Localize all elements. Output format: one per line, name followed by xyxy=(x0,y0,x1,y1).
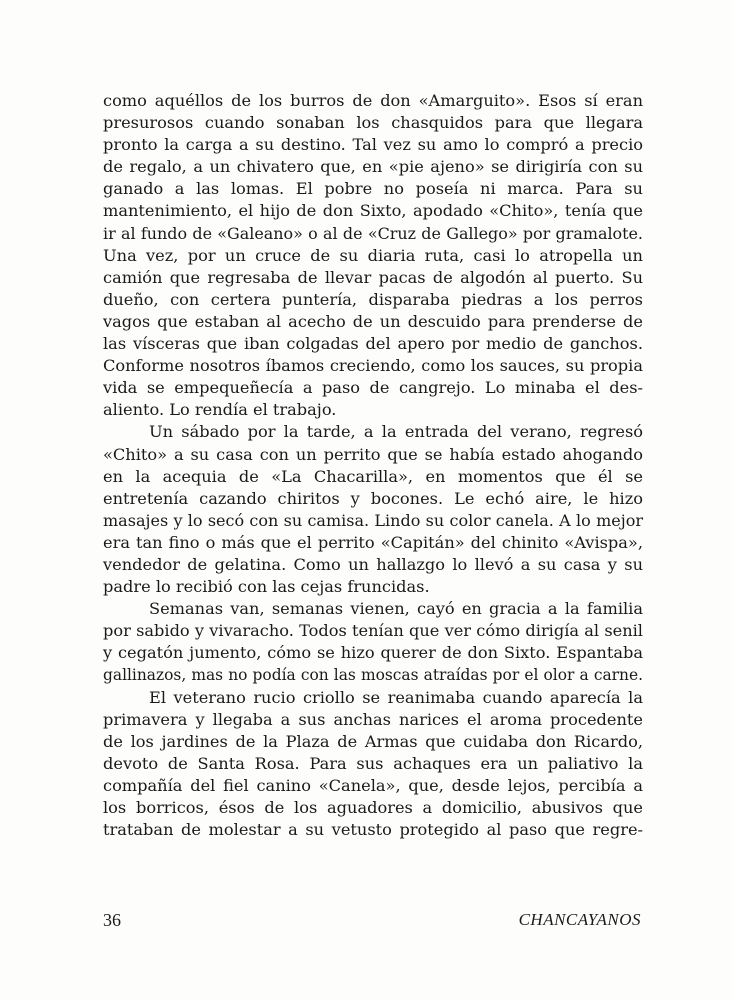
page-footer xyxy=(103,910,641,934)
text-line: ganado a las lomas. El pobre no poseía ni marca. Para su xyxy=(103,179,643,199)
text-line: los borricos, ésos de los aguadores a domicilio, abusivos que xyxy=(103,798,643,817)
text-line: como aquéllos de los burros de don «Amarguito». Esos sí eran xyxy=(103,91,643,110)
text-line: Conforme nosotros íbamos creciendo, como los sauces, su propia xyxy=(103,356,643,376)
text-line: presurosos cuando sonaban los chasquidos para que llegara xyxy=(103,113,643,133)
text-line: por sabido y vivaracho. Todos tenían que ver cómo dirigía al senil xyxy=(103,621,643,641)
text-line: mantenimiento, el hijo de don Sixto, apodado «Chito», tenía que xyxy=(103,201,643,221)
text-line: Un sábado por la tarde, a la entrada del verano, regresó xyxy=(149,422,643,442)
running-title: CHANCAYANOS xyxy=(518,910,641,929)
text-line: gallinazos, mas no podía con las moscas atraídas por el olor a carne. xyxy=(103,666,643,685)
text-line: las vísceras que iban colgadas del apero por medio de ganchos. xyxy=(103,334,643,354)
text-line: Una vez, por un cruce de su diaria ruta, casi lo atropella un xyxy=(103,245,643,265)
text-line: vagos que estaban al acecho de un descuido para prenderse de xyxy=(103,311,643,331)
text-line: y cegatón jumento, cómo se hizo querer de don Sixto. Espantaba xyxy=(103,643,643,663)
text-line: vida se empequeñecía a paso de cangrejo. Lo minaba el des- xyxy=(103,378,643,398)
text-line: ir al fundo de «Galeano» o al de «Cruz de Gallego» por gramalote. xyxy=(103,223,643,243)
text-line: El veterano rucio criollo se reanimaba cuando aparecía la xyxy=(149,687,643,707)
text-line: compañía del fiel canino «Canela», que, desde lejos, percibía a xyxy=(103,775,643,795)
text-line: era tan fino o más que el perrito «Capitán» del chinito «Avispa», xyxy=(103,532,643,552)
text-line: devoto de Santa Rosa. Para sus achaques era un paliativo la xyxy=(103,753,643,773)
text-line: en la acequia de «La Chacarilla», en momentos que él se xyxy=(103,466,643,486)
text-line: pronto la carga a su destino. Tal vez su amo lo compró a precio xyxy=(103,135,643,155)
text-line: aliento. Lo rendía el trabajo. xyxy=(103,400,337,420)
text-line: padre lo recibió con las cejas fruncidas. xyxy=(103,577,430,597)
body-text xyxy=(103,90,643,841)
text-line: Semanas van, semanas vienen, cayó en gracia a la familia xyxy=(149,599,643,619)
text-line: de los jardines de la Plaza de Armas que cuidaba don Ricardo, xyxy=(103,731,643,751)
text-line: trataban de molestar a su vetusto protegido al paso que regre- xyxy=(103,820,643,840)
text-line: vendedor de gelatina. Como un hallazgo lo llevó a su casa y su xyxy=(103,554,643,574)
text-line: entretenía cazando chiritos y bocones. Le echó aire, le hizo xyxy=(103,488,643,508)
text-line: masajes y lo secó con su camisa. Lindo su color canela. A lo mejor xyxy=(103,510,643,530)
page-number: 36 xyxy=(103,910,121,930)
text-line: de regalo, a un chivatero que, en «pie ajeno» se dirigiría con su xyxy=(103,157,643,177)
text-line: camión que regresaba de llevar pacas de algodón al puerto. Su xyxy=(103,267,643,287)
text-line: «Chito» a su casa con un perrito que se había estado ahogando xyxy=(103,444,643,464)
text-line: primavera y llegaba a sus anchas narices el aroma procedente xyxy=(103,709,643,729)
text-line: dueño, con certera puntería, disparaba piedras a los perros xyxy=(103,289,643,309)
